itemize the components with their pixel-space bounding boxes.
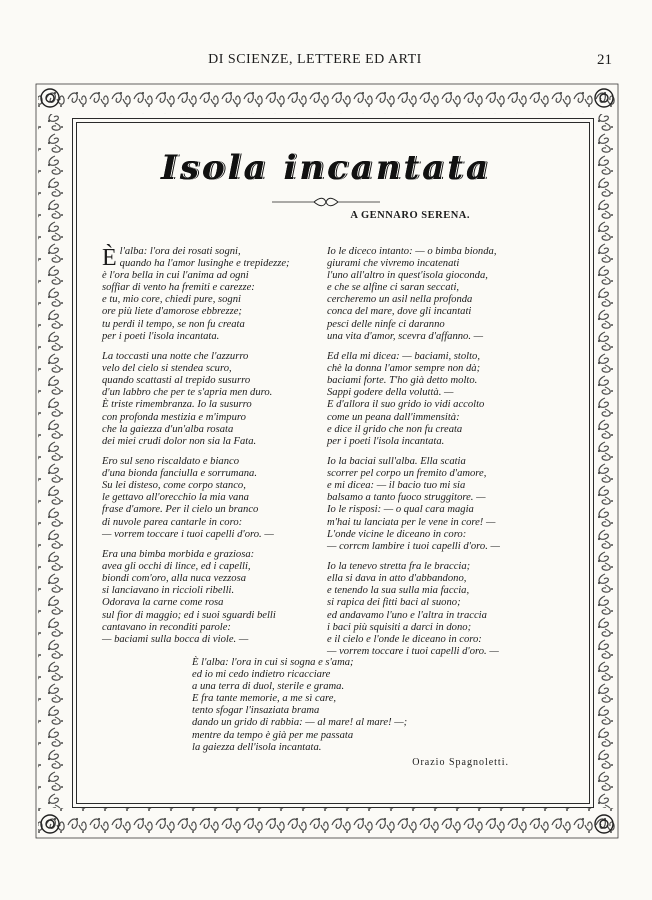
verse-line: Era una bimba morbida e graziosa: bbox=[102, 549, 255, 561]
poem-left-column bbox=[102, 246, 317, 654]
verse-line: giurami che vivremo incatenati bbox=[327, 258, 460, 270]
verse-line: Ero sul seno riscaldato e bianco bbox=[102, 456, 240, 468]
verse-line: soffiar di vento ha fremiti e carezze: bbox=[102, 282, 255, 294]
verse-line: con profonda mestizia e m'impuro bbox=[102, 411, 246, 423]
stanza bbox=[102, 351, 317, 448]
verse-line: E d'allora il suo grido io vidi accolto bbox=[327, 399, 485, 411]
verse-line: tu perdi il tempo, se non fu creata bbox=[102, 318, 245, 330]
verse-line: Ed ella mi dicea: — baciami, stolto, bbox=[327, 351, 480, 363]
verse-line: dando un grido di rabbia: — al mare! al mare! —; bbox=[192, 717, 408, 729]
title-divider-ornament bbox=[270, 196, 382, 208]
author-signature: Orazio Spagnoletti. bbox=[412, 757, 509, 768]
verse-line: e il cielo e l'onde le diceano in coro: bbox=[327, 633, 482, 645]
verse-line: le gettavo all'orecchio la mia vana bbox=[102, 492, 249, 504]
verse-line: e mi dicea: — il bacio tuo mi sia bbox=[327, 480, 466, 492]
verse-line: tento sfogar l'insaziata brama bbox=[192, 705, 320, 717]
verse-line: Io la baciai sull'alba. Ella scatia bbox=[327, 456, 466, 468]
verse-line: cercheremo un asil nella profonda bbox=[327, 294, 473, 306]
verse-line: e dice il grido che non fu creata bbox=[327, 423, 463, 435]
drop-cap: È bbox=[102, 245, 117, 271]
verse-line: frase d'amore. Per il cielo un branco bbox=[102, 504, 259, 516]
verse-line: velo del cielo si stendea scuro, bbox=[102, 363, 232, 375]
verse-line: chè la donna l'amor sempre non dà; bbox=[327, 363, 481, 375]
verse-line: Odorava la carne come rosa bbox=[102, 597, 224, 609]
verse-line: d'un labbro che per te s'apria men duro. bbox=[102, 387, 273, 399]
verse-line: conca del mare, dove gli incantati bbox=[327, 306, 472, 318]
stanza bbox=[102, 246, 317, 343]
verse-line: i baci più squisiti a darci in dono; bbox=[327, 621, 472, 633]
verse-line: si rapica dei fitti baci al suono; bbox=[327, 597, 461, 609]
verse-line: — vorrem toccare i tuoi capelli d'oro. — bbox=[102, 528, 274, 540]
running-head-title: DI SCIENZE, LETTERE ED ARTI bbox=[208, 52, 422, 67]
verse-line: ore più liete d'amorose ebbrezze; bbox=[102, 306, 242, 318]
poem-title: Isola incantata bbox=[160, 148, 492, 188]
verse-line: mentre da tempo è già per me passata bbox=[192, 729, 354, 741]
stanza bbox=[102, 456, 317, 541]
verse-line: per i poeti l'isola incantata. bbox=[102, 330, 220, 342]
verse-line: a una terra di duol, sterile e grama. bbox=[192, 681, 345, 693]
stanza bbox=[327, 456, 547, 553]
verse-line: baciami forte. T'ho già detto molto. bbox=[327, 375, 478, 387]
verse-line: sul fior di maggio; ed i suoi sguardi belli bbox=[102, 609, 276, 621]
verse-line: d'una bionda fanciulla e sorrumana. bbox=[102, 468, 257, 480]
poem-right-column bbox=[327, 246, 547, 666]
verse-line: Io le diceco intanto: — o bimba bionda, bbox=[327, 246, 497, 257]
poem-final-stanza bbox=[192, 657, 462, 754]
verse-line: cantavano in reconditi parole: bbox=[102, 621, 231, 633]
verse-line: E fra tante memorie, a me sì care, bbox=[192, 693, 337, 705]
stanza bbox=[327, 351, 547, 448]
verse-line: È l'alba: l'ora in cui si sogna e s'ama; bbox=[192, 657, 354, 668]
verse-line: Sappi godere della voluttà. — bbox=[327, 387, 454, 399]
verse-line: balsamo a tanto fuoco struggitore. — bbox=[327, 492, 486, 504]
verse-line: che la gaiezza d'un'alba rosata bbox=[102, 423, 234, 435]
page-number: 21 bbox=[597, 52, 612, 68]
dedication: A GENNARO SERENA. bbox=[350, 210, 470, 221]
verse-line: Io la tenevo stretta fra le braccia; bbox=[327, 561, 471, 573]
verse-line: — baciami sulla bocca di viole. — bbox=[102, 633, 249, 645]
verse-line: m'hai tu lanciata per le vene in core! — bbox=[327, 516, 496, 528]
stanza bbox=[327, 561, 547, 658]
verse-line: ed io mi cedo indietro ricacciare bbox=[192, 669, 331, 681]
verse-line: e che se alfine ci saran seccati, bbox=[327, 282, 460, 294]
stanza bbox=[102, 549, 317, 646]
verse-line: quando ha l'amor lusinghe e trepidezze; bbox=[119, 258, 290, 270]
stanza bbox=[327, 246, 547, 343]
verse-line: quando scattasti al trepido susurro bbox=[102, 375, 251, 387]
verse-line: L'onde vicine le diceano in coro: bbox=[327, 528, 467, 540]
verse-line: e tenendo la sua sulla mia faccia, bbox=[327, 585, 470, 597]
verse-line: l'alba: l'ora dei rosati sogni, bbox=[119, 246, 241, 257]
verse-line: Su lei disteso, come corpo stanco, bbox=[102, 480, 246, 492]
verse-line: di nuvole parea cantarle in coro: bbox=[102, 516, 243, 528]
verse-line: scorrer pel corpo un fremito d'amore, bbox=[327, 468, 487, 480]
verse-line: Io le risposi: — o qual cara magia bbox=[327, 504, 474, 516]
verse-line: avea gli occhi di lince, ed i capelli, bbox=[102, 561, 251, 573]
verse-line: l'uno all'altro in quest'isola gioconda, bbox=[327, 270, 488, 282]
verse-line: è l'ora bella in cui l'anima ad ogni bbox=[102, 270, 249, 282]
verse-line: — corrcm lambire i tuoi capelli d'oro. — bbox=[327, 540, 500, 552]
verse-line: La toccasti una notte che l'azzurro bbox=[102, 351, 249, 363]
verse-line: biondi com'oro, alla nuca vezzosa bbox=[102, 573, 246, 585]
verse-line: si lanciavano in riccioli ribelli. bbox=[102, 585, 235, 597]
verse-line: e tu, mio core, chiedi pure, sogni bbox=[102, 294, 241, 306]
verse-line: come un peana dall'immensità: bbox=[327, 411, 460, 423]
verse-line: È triste rimembranza. Io la susurro bbox=[102, 399, 252, 411]
verse-line: dei miei crudi dolor non sia la Fata. bbox=[102, 435, 257, 447]
verse-line: pesci delle ninfe ci daranno bbox=[327, 318, 445, 330]
verse-line: ed andavamo l'uno e l'altra in traccia bbox=[327, 609, 487, 621]
verse-line: la gaiezza dell'isola incantata. bbox=[192, 741, 322, 753]
verse-line: ella si dava in atto d'abbandono, bbox=[327, 573, 467, 585]
verse-line: una vita d'amor, scevra d'affanno. — bbox=[327, 330, 484, 342]
verse-line: — vorrem toccare i tuoi capelli d'oro. — bbox=[327, 645, 499, 657]
verse-line: per i poeti l'isola incantata. bbox=[327, 435, 445, 447]
